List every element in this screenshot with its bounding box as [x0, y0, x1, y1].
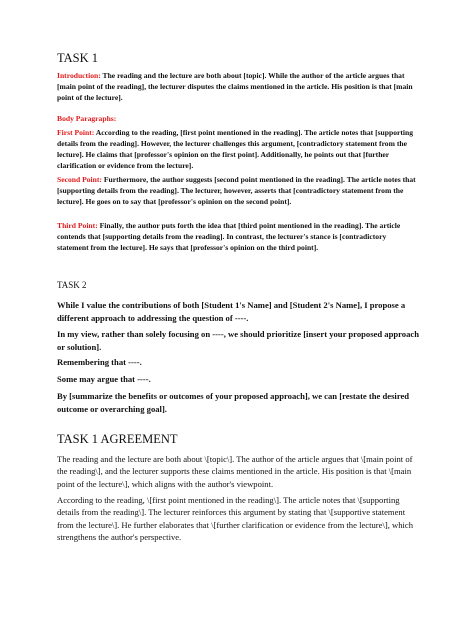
task2-heading: TASK 2	[57, 280, 87, 290]
agreement-paragraph-1: The reading and the lecture are both about \[topic\]. The author of the article argues that \[main point of the reading\], and the lecturer supports these claims mentioned in the article. His position is that \[main point of the lecture\], which aligns with the author's viewpoint.	[57, 454, 413, 489]
introduction-label: Introduction:	[57, 71, 101, 80]
task2-paragraph-4: Some may argue that ----.	[57, 374, 151, 384]
first-point-text: According to the reading, [first point mentioned in the reading]. The article notes that [supporting details from the reading]. However, the lecturer challenges this argument, [contradictory statement from the lecture]. He claims that [professor's opinion on the first point]. Additionally, he points out that [further clarification or evidence from the lecture].	[57, 128, 414, 170]
second-point-label: Second Point:	[57, 175, 102, 184]
task2-paragraph-3: Remembering that ----.	[57, 357, 142, 367]
first-point-paragraph	[57, 127, 419, 171]
third-point-paragraph	[57, 220, 419, 253]
task2-paragraph-5: By [summarize the benefits or outcomes of your proposed approach], we can [restate the desired outcome or overarching goal].	[57, 391, 410, 414]
second-point-paragraph	[57, 174, 419, 207]
third-point-text: Finally, the author puts forth the idea that [third point mentioned in the reading]. The article contends that [supporting details from the reading]. In contrast, the lecturer's stance is [contradictory statement from the lecture]. He says that [professor's opinion on the third point].	[57, 221, 401, 252]
body-paragraphs-label: Body Paragraphs:	[57, 114, 117, 123]
second-point-text: Furthermore, the author suggests [second point mentioned in the reading]. The article notes that [supporting details from the reading]. The lecturer, however, asserts that [contradictory statement from the lecture]. He goes on to say that [professor's opinion on the second point].	[57, 175, 416, 206]
task2-paragraph-2: In my view, rather than solely focusing on ----, we should prioritize [insert your proposed approach or solution].	[57, 329, 419, 352]
agreement-paragraph-2: According to the reading, \[first point mentioned in the reading\]. The article notes that \[supporting details from the reading\]. The lecturer reinforces this argument by stating that \[supportive statement from the lecture\]. He further elaborates that \[further clarification or evidence from the lecture\], which strengthens the author's perspective.	[57, 495, 413, 542]
task2-paragraph-1: While I value the contributions of both [Student 1's Name] and [Student 2's Name], I propose a different approach to addressing the question of ----.	[57, 300, 406, 323]
task1-agreement-heading: TASK 1 AGREEMENT	[57, 432, 178, 446]
first-point-label: First Point:	[57, 128, 95, 137]
task1-heading: TASK 1	[57, 51, 99, 65]
introduction-text: The reading and the lecture are both about [topic]. While the author of the article argues that [main point of the reading], the lecturer disputes the claims mentioned in the article. His position is that [main point of the lecture].	[57, 71, 413, 102]
task1-introduction	[57, 70, 419, 103]
third-point-label: Third Point:	[57, 221, 98, 230]
